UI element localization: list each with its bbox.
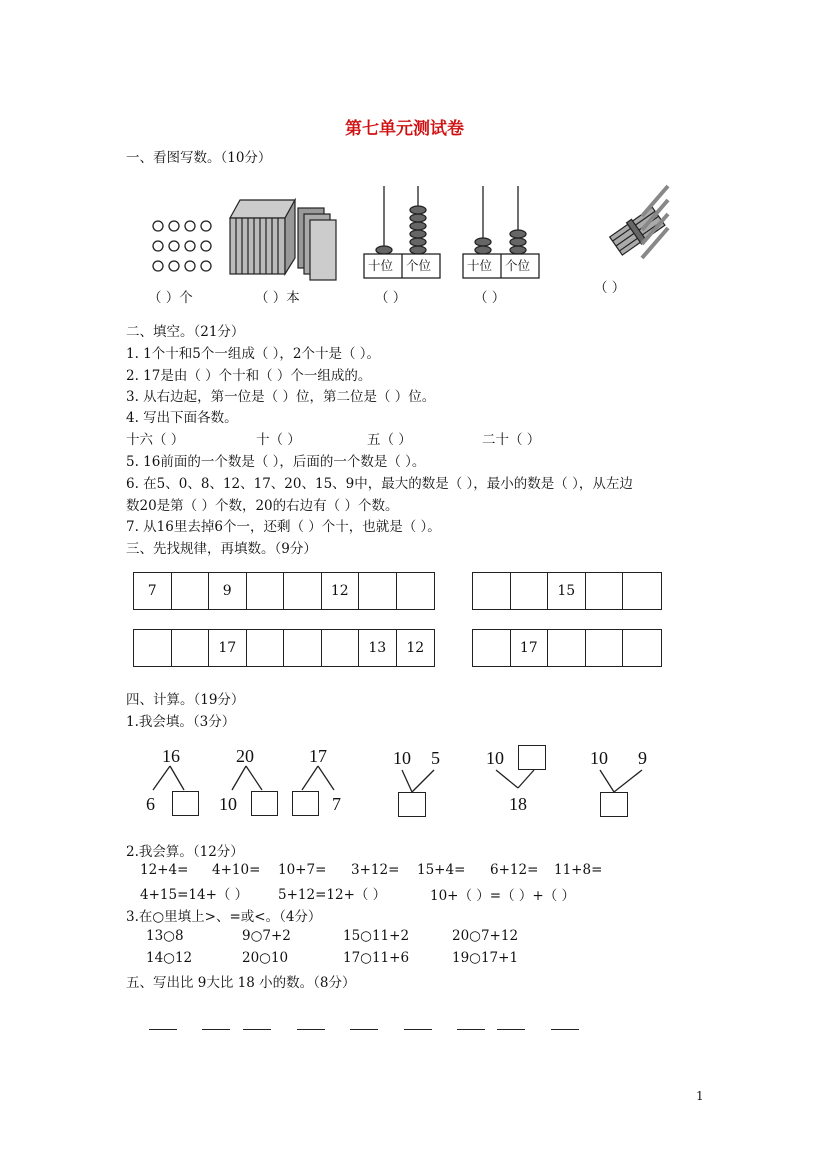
pattern-cell: 17 xyxy=(511,630,549,666)
calc-item: 15+4= xyxy=(417,862,466,878)
calc-item: 5+12=12+（ ） xyxy=(278,887,387,903)
bond-2-top: 20 xyxy=(236,746,254,766)
calc-item: 4+15=14+（ ） xyxy=(140,887,249,903)
bond-1-left: 6 xyxy=(146,794,155,814)
answer-blank[interactable] xyxy=(551,1029,579,1030)
fill-line-7: 7. 从16里去掉6个一，还剩（ ）个十，也就是（ ）。 xyxy=(126,519,441,535)
answer-blank[interactable] xyxy=(350,1029,378,1030)
bond-5-answer-box[interactable] xyxy=(518,745,546,770)
pattern-cell[interactable] xyxy=(247,630,285,666)
write-number-1: 十六（ ） xyxy=(126,432,185,448)
calc-item: 6+12= xyxy=(490,862,539,878)
bond-3-right: 7 xyxy=(332,794,341,814)
bond-6-answer-box[interactable] xyxy=(600,792,628,817)
bond-5-bottom: 18 xyxy=(509,794,527,814)
compare-item: 13○8 xyxy=(146,928,184,944)
pattern-cell[interactable] xyxy=(247,573,285,609)
fill-line-4: 4. 写出下面各数。 xyxy=(126,410,238,426)
answer-blank[interactable] xyxy=(202,1029,230,1030)
answer-books: （ ）本 xyxy=(255,290,300,306)
calc-item: 3+12= xyxy=(351,862,400,878)
bond-2-answer-box[interactable] xyxy=(251,791,278,816)
fill-line-5: 5. 16前面的一个数是（ ），后面的一个数是（ ）。 xyxy=(126,454,426,470)
pattern-row-1 xyxy=(133,572,435,610)
calc-item: 12+4= xyxy=(140,862,189,878)
pattern-cell[interactable] xyxy=(548,630,586,666)
pattern-cell: 9 xyxy=(209,573,247,609)
bond-3-top: 17 xyxy=(309,746,327,766)
bond-1-answer-box[interactable] xyxy=(172,791,199,816)
abacus-2-tens-label: 十位 xyxy=(467,258,493,273)
calc-item: 10+（ ）=（ ）+（ ） xyxy=(430,888,575,904)
calc-item: 10+7= xyxy=(278,862,327,878)
calc-item: 11+8= xyxy=(554,862,603,878)
fill-line-6: 6. 在5、0、8、12、17、20、15、9中，最大的数是（ ），最小的数是（ ），从左边 xyxy=(126,476,633,492)
pattern-cell[interactable] xyxy=(134,630,172,666)
sub-3-heading: 3.在○里填上>、=或<。（4分） xyxy=(126,909,322,925)
answer-blank[interactable] xyxy=(297,1029,325,1030)
calc-item: 4+10= xyxy=(212,862,261,878)
section-2-heading: 二、填空。（21分） xyxy=(126,324,245,340)
pattern-cell[interactable] xyxy=(172,573,210,609)
pattern-row-2 xyxy=(472,572,662,610)
write-number-4: 二十（ ） xyxy=(482,432,541,448)
pattern-cell: 7 xyxy=(134,573,172,609)
bond-6-right: 9 xyxy=(638,748,647,768)
write-number-2: 十（ ） xyxy=(256,432,301,448)
abacus-2-ones-label: 个位 xyxy=(505,258,531,273)
sub-1-heading: 1.我会填。（3分） xyxy=(126,714,236,730)
sticks-group xyxy=(609,186,668,258)
sub-2-heading: 2.我会算。（12分） xyxy=(126,844,244,860)
pattern-cell[interactable] xyxy=(623,573,661,609)
circles-group xyxy=(153,221,211,271)
answer-blank[interactable] xyxy=(457,1029,485,1030)
answer-blank[interactable] xyxy=(243,1029,271,1030)
bond-4-right: 5 xyxy=(431,748,440,768)
answer-blank[interactable] xyxy=(404,1029,432,1030)
pattern-cell[interactable] xyxy=(397,573,435,609)
bond-4-left: 10 xyxy=(393,748,411,768)
pattern-cell[interactable] xyxy=(623,630,661,666)
page-number: 1 xyxy=(696,1089,704,1103)
pattern-cell: 15 xyxy=(548,573,586,609)
pattern-cell[interactable] xyxy=(172,630,210,666)
answer-sticks: （ ） xyxy=(594,280,626,296)
bond-2-left: 10 xyxy=(219,794,237,814)
pattern-cell[interactable] xyxy=(511,573,549,609)
pattern-row-3 xyxy=(133,629,435,667)
compare-item: 15○11+2 xyxy=(343,928,410,944)
compare-item: 19○17+1 xyxy=(452,950,519,966)
pattern-cell: 13 xyxy=(359,630,397,666)
bond-6-left: 10 xyxy=(590,748,608,768)
pattern-cell[interactable] xyxy=(284,630,322,666)
pattern-cell[interactable] xyxy=(586,573,624,609)
answer-blank[interactable] xyxy=(497,1029,525,1030)
fill-line-2: 2. 17是由（ ）个十和（ ）个一组成的。 xyxy=(126,368,372,384)
section-5-heading: 五、写出比 9大比 18 小的数。（8分） xyxy=(126,975,356,991)
page-title: 第七单元测试卷 xyxy=(345,119,464,139)
section-1-heading: 一、看图写数。（10分） xyxy=(126,150,272,166)
abacus-1-ones-label: 个位 xyxy=(406,258,432,273)
pattern-cell: 17 xyxy=(209,630,247,666)
fill-line-1: 1. 1个十和5个一组成（ ），2个十是（ ）。 xyxy=(126,346,381,362)
write-number-3: 五（ ） xyxy=(367,432,412,448)
answer-abacus-2: （ ） xyxy=(474,290,506,306)
pattern-cell: 12 xyxy=(406,640,425,656)
pattern-cell[interactable] xyxy=(322,630,360,666)
pattern-cell[interactable] xyxy=(473,573,511,609)
compare-item: 20○7+12 xyxy=(452,928,519,944)
compare-item: 9○7+2 xyxy=(242,928,291,944)
pattern-cell[interactable] xyxy=(359,573,397,609)
compare-item: 17○11+6 xyxy=(343,950,410,966)
answer-blank[interactable] xyxy=(149,1029,177,1030)
compare-item: 20○10 xyxy=(242,950,289,966)
abacus-1-tens-label: 十位 xyxy=(368,258,394,273)
answer-abacus-1: （ ） xyxy=(375,290,407,306)
pattern-cell: 12 xyxy=(322,573,360,609)
section-4-heading: 四、计算。（19分） xyxy=(126,692,245,708)
section-3-heading: 三、先找规律，再填数。（9分） xyxy=(126,541,317,557)
books-group xyxy=(230,200,336,280)
fill-line-6b: 数20是第（ ）个数，20的右边有（ ）个数。 xyxy=(126,498,399,514)
pattern-cell[interactable] xyxy=(473,630,511,666)
bond-5-left: 10 xyxy=(486,748,504,768)
bond-4-answer-box[interactable] xyxy=(398,792,426,817)
pattern-row-4 xyxy=(472,629,662,667)
pattern-cell[interactable] xyxy=(586,630,624,666)
pattern-cell[interactable] xyxy=(284,573,322,609)
fill-line-3: 3. 从右边起，第一位是（ ）位，第二位是（ ）位。 xyxy=(126,389,436,405)
bond-3-answer-box[interactable] xyxy=(292,791,319,816)
answer-circles: （ ）个 xyxy=(148,290,193,306)
bond-1-top: 16 xyxy=(162,746,180,766)
compare-item: 14○12 xyxy=(146,950,193,966)
